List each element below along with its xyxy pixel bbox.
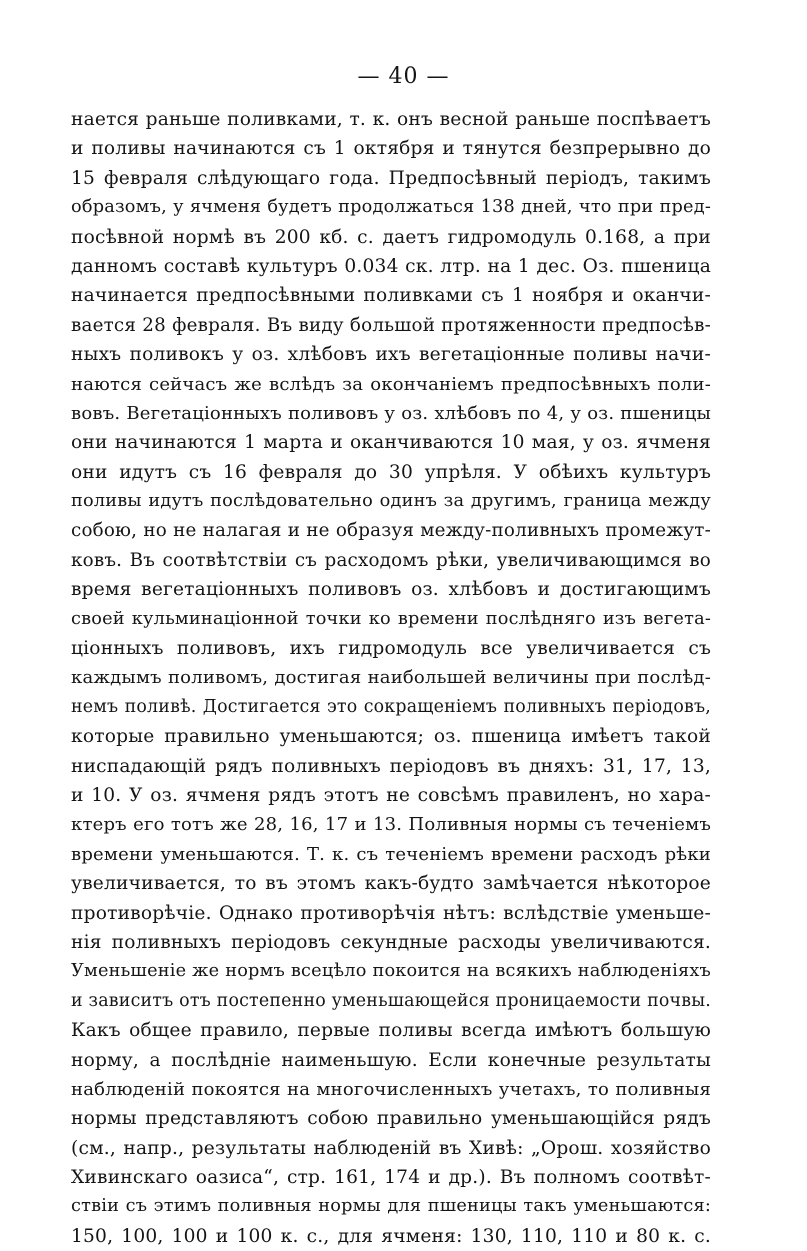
text-line: нормы представляютъ собою правильно уменьшающійся рядъ [71, 1108, 711, 1130]
text-line: наются сейчасъ же вслѣдъ за окончаніемъ предпосѣвныхъ поли- [71, 373, 711, 395]
body-text [71, 105, 711, 1251]
text-line: собою, но не налагая и не образуя между-поливныхъ промежут- [71, 520, 711, 542]
text-line: Уменьшеніе же нормъ всецѣло покоится на всякихъ наблюденіяхъ [71, 961, 711, 982]
text-line: и 10. У оз. ячменя рядъ этотъ не совсѣмъ правиленъ, но хара- [71, 784, 711, 806]
text-line: ствіи съ этимъ поливныя нормы для пшеницы такъ уменьшаются: [71, 1196, 711, 1217]
text-line: они начинаются 1 марта и оканчиваются 10 мая, у оз. ячменя [71, 432, 711, 454]
text-line: которые правильно уменьшаются; оз. пшеница имѣетъ такой [71, 726, 711, 748]
text-line: наблюденій покоятся на многочисленныхъ учетахъ, то поливныя [71, 1078, 711, 1100]
text-line: немъ поливѣ. Достигается это сокращеніемъ поливныхъ періодовъ, [71, 696, 711, 717]
text-line: и поливы начинаются съ 1 октября и тянутся безпрерывно до [71, 138, 711, 160]
text-line: ковъ. Въ соотвѣтствіи съ расходомъ рѣки, увеличивающимся во [71, 549, 711, 571]
text-line: нія поливныхъ періодовъ секундные расходы увеличиваются. [71, 931, 711, 953]
text-line: поливы идутъ послѣдовательно одинъ за другимъ, граница между [71, 491, 711, 512]
text-line: образомъ, у ячменя будетъ продолжаться 138 дней, что при пред- [71, 197, 711, 218]
text-line: нается раньше поливками, т. к. онъ весной раньше поспѣваетъ [71, 109, 711, 130]
text-line: и зависитъ отъ постепенно уменьшающейся проницаемости почвы. [71, 990, 711, 1011]
text-line: начинается предпосѣвными поливками съ 1 ноября и оканчи- [71, 285, 711, 307]
text-line: вается 28 февраля. Въ виду большой протяженности предпосѣв- [71, 314, 711, 336]
text-line: времени уменьшаются. Т. к. съ теченіемъ времени расходъ рѣки [71, 843, 711, 865]
text-line: ктеръ его тотъ же 28, 16, 17 и 13. Поливныя нормы съ теченіемъ [71, 814, 711, 836]
text-line: увеличивается, то въ этомъ какъ-будто замѣчается нѣкоторое [71, 873, 711, 895]
text-line: ціонныхъ поливовъ, ихъ гидромодуль все увеличивается съ [71, 638, 711, 660]
text-line: каждымъ поливомъ, достигая наибольшей величины при послѣд- [71, 667, 711, 689]
text-line: 15 февраля слѣдующаго года. Предпосѣвный періодъ, такимъ [71, 167, 711, 189]
text-line: время вегетаціонныхъ поливовъ оз. хлѣбовъ и достигающимъ [71, 579, 711, 601]
text-line: Какъ общее правило, первые поливы всегда имѣютъ большую [71, 1020, 711, 1042]
text-line: 150, 100, 100 и 100 к. с., для ячменя: 130, 110, 110 и 80 к. с. [71, 1225, 711, 1247]
text-line: норму, а послѣдніе наименьшую. Если конечные результаты [71, 1049, 711, 1071]
text-line: посѣвной нормѣ въ 200 кб. с. даетъ гидромодуль 0.168, а при [71, 226, 711, 248]
text-line: своей кульминаціонной точки ко времени послѣдняго изъ вегета- [71, 608, 711, 629]
text-line: (см., напр., результаты наблюденій въ Хивѣ: „Орош. хозяйство [71, 1137, 711, 1159]
text-line: данномъ составѣ культуръ 0.034 ск. лтр. на 1 дес. Оз. пшеница [71, 255, 711, 277]
text-line: ниспадающій рядъ поливныхъ періодовъ въ дняхъ: 31, 17, 13, [71, 755, 711, 777]
page-number: — 40 — [357, 64, 450, 89]
text-line: вовъ. Вегетаціонныхъ поливовъ у оз. хлѣбовъ по 4, у оз. пшеницы [71, 402, 711, 424]
text-line: Хивинскаго оазиса“, стр. 161, 174 и др.). Въ полномъ соотвѣт- [71, 1167, 711, 1189]
text-line: ныхъ поливокъ у оз. хлѣбовъ ихъ вегетаціонные поливы начи- [71, 344, 711, 366]
text-line: противорѣчіе. Однако противорѣчія нѣтъ: вслѣдствіе уменьше- [71, 902, 711, 924]
text-line: они идутъ съ 16 февраля до 30 упрѣля. У обѣихъ культуръ [71, 461, 711, 483]
